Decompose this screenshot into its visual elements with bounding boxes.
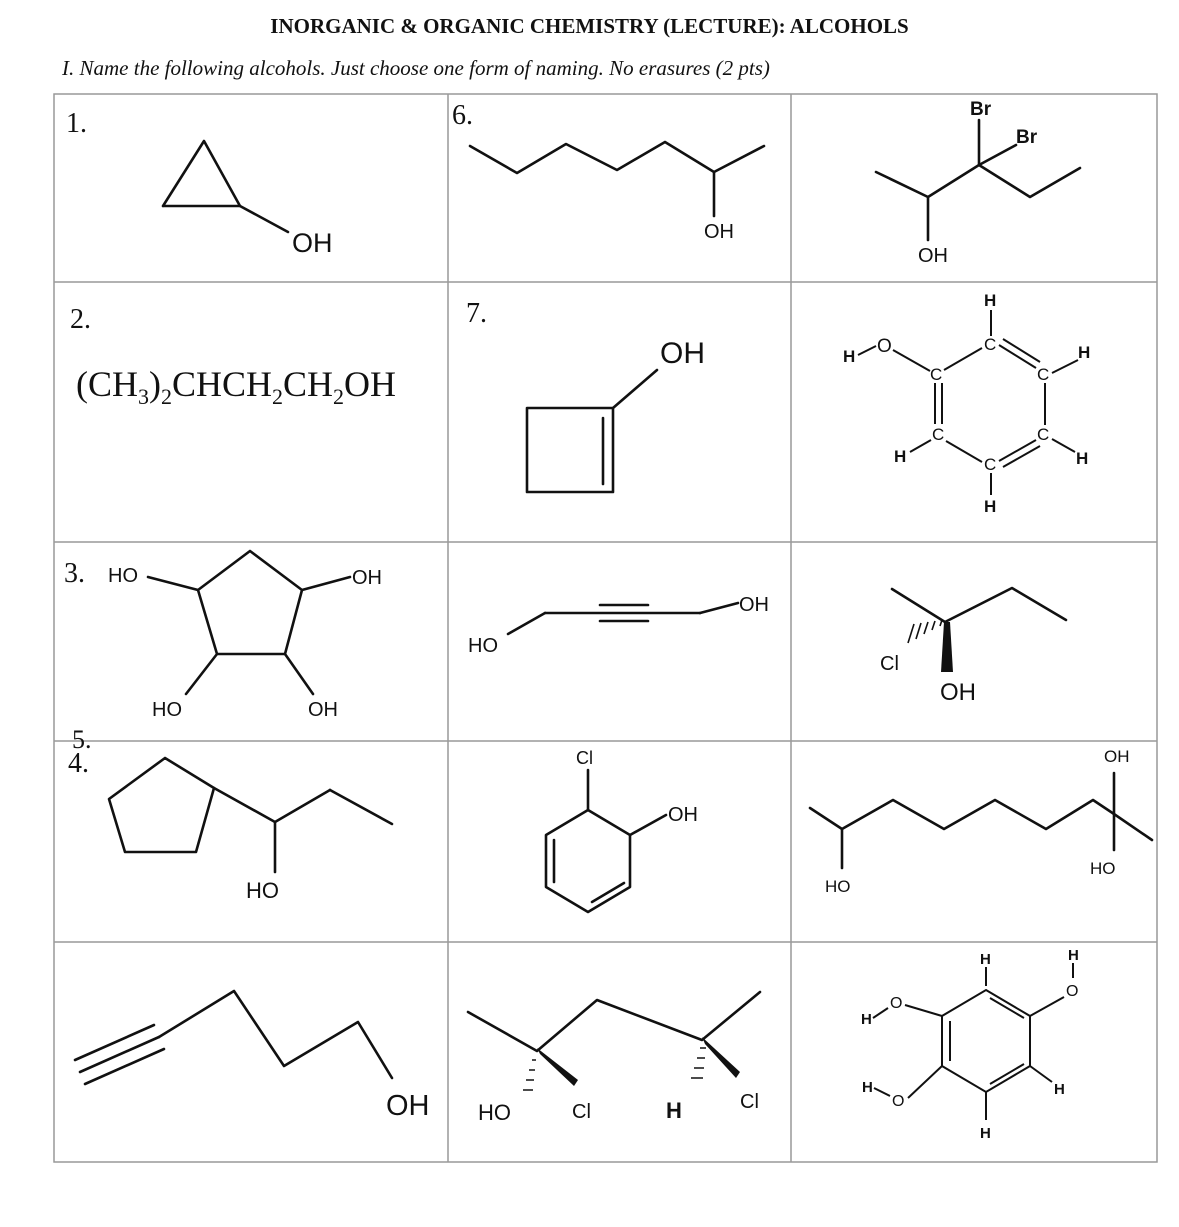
svg-text:Cl: Cl [740,1091,759,1113]
svg-text:H: H [980,951,991,968]
svg-text:H: H [666,1098,682,1123]
molecule-phenol [843,291,1090,516]
number-6: 6. [452,100,473,131]
molecule-5 [75,991,430,1122]
svg-text:OH: OH [308,699,338,721]
number-5: 5. [72,725,92,754]
molecule-1 [163,141,333,258]
svg-text:H: H [843,347,856,366]
number-7: 7. [466,298,487,329]
svg-text:H: H [984,497,997,516]
svg-text:H: H [1068,947,1079,964]
svg-text:C: C [932,425,945,444]
svg-text:O: O [1066,983,1079,1000]
svg-text:O: O [890,995,903,1012]
svg-text:HO: HO [825,877,851,896]
svg-text:H: H [894,447,907,466]
svg-text:OH: OH [352,567,382,589]
svg-text:C: C [930,365,943,384]
svg-text:H: H [1076,449,1089,468]
svg-text:HO: HO [246,878,279,903]
svg-text:C: C [1037,425,1050,444]
svg-text:OH: OH [292,228,333,258]
svg-text:OH: OH [940,679,976,706]
table-grid [54,94,1157,1162]
svg-text:Cl: Cl [576,748,593,768]
molecule-6 [470,142,764,243]
svg-text:OH: OH [668,804,698,826]
svg-text:OH: OH [918,245,948,267]
svg-text:Br: Br [1016,127,1038,148]
molecule-longdiol [810,747,1152,896]
molecule-benzenetriol [861,947,1079,1142]
svg-text:HO: HO [478,1100,511,1125]
svg-text:O: O [877,336,892,357]
svg-text:Cl: Cl [880,653,899,675]
instructions: I. Name the following alcohols. Just choose one form of naming. No erasures (2 pts) [62,56,770,80]
number-3: 3. [64,558,85,589]
svg-text:H: H [861,1011,872,1028]
number-4: 4. [68,748,89,779]
svg-text:Br: Br [970,99,992,120]
svg-text:OH: OH [1104,747,1130,766]
molecule-chloro-stereo [880,588,1066,706]
svg-text:H: H [1054,1081,1065,1098]
svg-text:OH: OH [739,594,769,616]
molecule-chlorocyclohexadienol [546,748,698,912]
svg-text:OH: OH [660,337,705,370]
svg-text:HO: HO [468,635,498,657]
svg-text:Cl: Cl [572,1101,591,1123]
svg-text:H: H [1078,343,1091,362]
molecule-butynediol [468,594,769,657]
svg-text:C: C [984,455,997,474]
molecule-7 [527,337,705,492]
svg-text:C: C [984,335,997,354]
svg-text:OH: OH [704,221,734,243]
page-title: INORGANIC & ORGANIC CHEMISTRY (LECTURE): ALCOHOLS [270,14,909,38]
svg-text:HO: HO [1090,859,1116,878]
svg-text:H: H [984,291,997,310]
svg-text:HO: HO [108,565,138,587]
molecule-3 [108,551,382,721]
number-1: 1. [66,108,87,139]
svg-text:HO: HO [152,699,182,721]
svg-text:H: H [980,1125,991,1142]
svg-text:OH: OH [386,1090,430,1122]
svg-text:H: H [862,1079,873,1096]
number-2: 2. [70,304,91,335]
molecule-dibromo [876,99,1080,267]
svg-text:C: C [1037,365,1050,384]
molecule-4 [109,758,392,903]
svg-text:O: O [892,1093,905,1110]
molecule-dichloro [468,992,760,1125]
formula-2: $(CH_3)_2CHCH_2CH_2OH$ [76,364,397,409]
